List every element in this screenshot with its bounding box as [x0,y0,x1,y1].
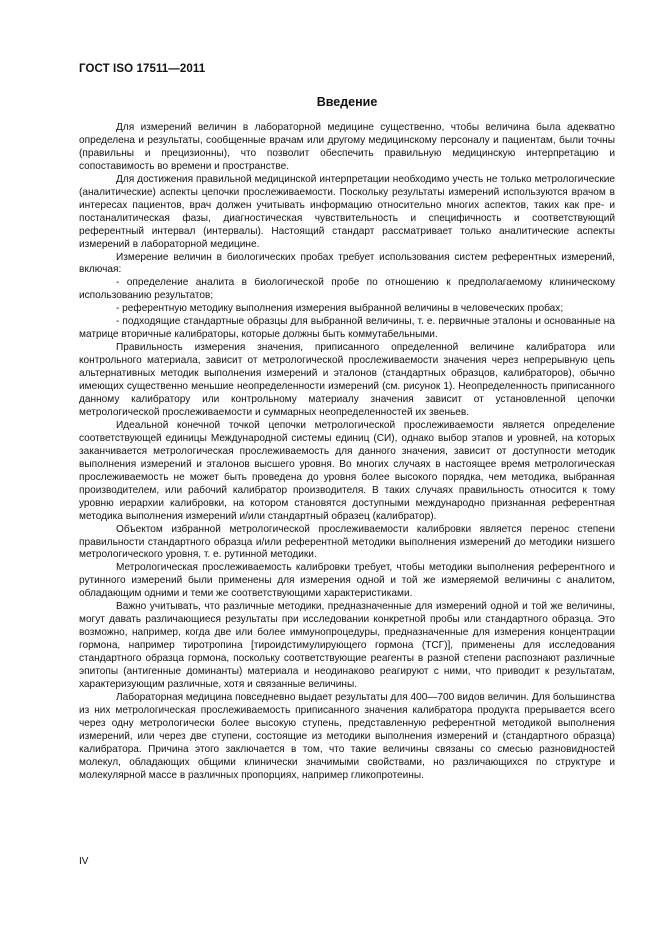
paragraph: Лабораторная медицина повседневно выдает результаты для 400—700 видов величин. Для большинства из них метрологическая прослеживаемость приписанного значения калибратора продукта прерывается всего через одну метрологически более высокую ступень, представленную референтной методикой выполнения измерений, или через две ступени, состоящие из методики выполнения измерений и (стандартного образца) калибратора. Причина этого заключается в том, что такие величины связаны со смесью разновидностей молекул, обладающих общими клинически значимыми свойствами, но различающихся по структуре и молекулярной массе в различных пропорциях, например гликопротеины. [79,691,616,781]
paragraph: Правильность измерения значения, приписанного определенной величине калибратора или контрольного материала, зависит от метрологической прослеживаемости значения через непрерывную цепь альтернативных методик выполнения измерений и эталонов (стандартных образцов, калибраторов), обычно имеющих существенно меньшие неопределенности измерений (см. рисунок 1). Неопределенность приписанного данному калибратору или контрольному материалу значения зависит от установленной цепочки метрологической прослеживаемости и суммарных неопределенностей их звеньев. [79,342,615,418]
paragraph: Измерение величин в биологических пробах требует использования систем референтных измерений, включая: [79,251,615,276]
paragraph: Для измерений величин в лабораторной медицине существенно, чтобы величина была адекватно определена и результаты, сообщенные врачам или другому медицинскому персоналу и пациентам, были точны (правильны и прецизионны), что позволит обеспечить правильную медицинскую интерпретацию и сопоставимость во времени и пространстве. [79,122,615,172]
page-number: IV [79,856,89,867]
paragraph: Объектом избранной метрологической прослеживаемости калибровки является перенос степени правильности стандартного образца и/или референтной методики выполнения измерений до методики низшего метрологического уровня, т. е. рутинной методики. [79,523,615,561]
body-text [79,122,615,783]
paragraph: Идеальной конечной точкой цепочки метрологической прослеживаемости является определение соответствующей единицы Международной системы единиц (СИ), однако выбор этапов и уровней, на которых заканчивается метрологическая прослеживаемость для данного значения, зависит от доступности методик выполнения измерений и эталонов высшего уровня. Во многих случаях в настоящее время метрологическая прослеживаемость не может быть проведена до уровня более высокого порядка, чем методика, выбранная производителем, или рабочий калибратор производителя. В таких случаях правильность относится к тому уровню иерархии калибровки, на котором становятся доступными международно признанная референтная методика выполнения измерений и/или стандартный образец (калибратор). [79,419,615,522]
paragraph: Важно учитывать, что различные методики, предназначенные для измерений одной и той же величины, могут давать различающиеся результаты при исследовании конкретной пробы или стандартного образца. Это возможно, например, когда две или более иммунопроцедуры, предназначенные для измерения концентрации гормона, например тиротропина [тироидстимулирующего гормона (ТСГ)], применены для исследования стандартного образца гормона, поскольку соответствующие реагенты в разной степени распознают различные эпитопы (антигенные доминанты) материала и неодинаково реагируют с ними, что приводит к результатам, характеризующим различные, хотя и связанные величины. [79,601,615,690]
paragraph: Для достижения правильной медицинской интерпретации необходимо учесть не только метрологические (аналитические) аспекты цепочки прослеживаемости. Поскольку результаты измерений используются врачом в интересах пациентов, врач должен учитывать информацию относительно многих аспектов, таких как пре- и постаналитическая фазы, диагностическая чувствительность и специфичность и соответствующий референтный интервал (интервалы). Настоящий стандарт рассматривает только аналитические аспекты измерений в лабораторной медицине. [79,173,615,250]
document-header: ГОСТ ISO 17511—2011 [79,63,206,75]
list-item: - референтную методику выполнения измерения выбранной величины в человеческих пробах; [116,303,564,315]
paragraph: Метрологическая прослеживаемость калибровки требует, чтобы методики выполнения референтного и рутинного измерений были применены для измерения одной и той же измеряемой величины с аналитом, обладающим одними и теми же соответствующими характеристиками. [79,562,615,600]
list-item: - подходящие стандартные образцы для выбранной величины, т. е. первичные эталоны и основанные на матрице вторичные калибраторы, которые должны быть коммутабельными. [79,316,615,341]
list-item: - определение аналита в биологической пробе по отношению к предполагаемому клиническому использованию результатов; [79,277,615,302]
section-title: Введение [316,95,378,109]
